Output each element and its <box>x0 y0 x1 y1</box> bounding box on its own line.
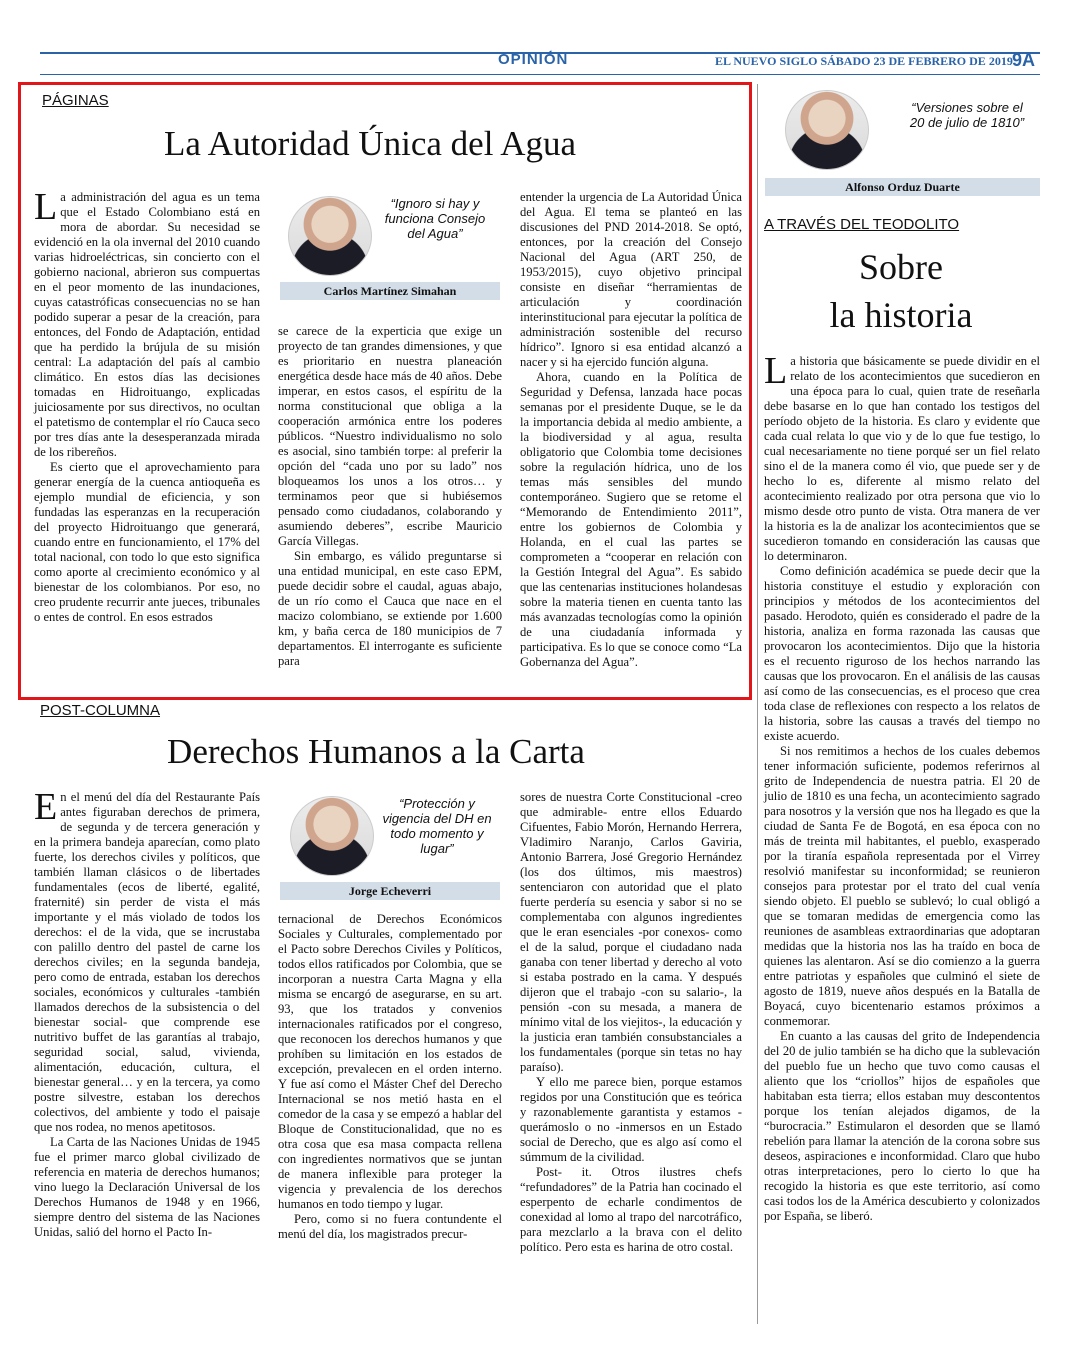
author-name: Jorge Echeverri <box>280 882 500 900</box>
article3-body <box>764 350 1040 1224</box>
paragraph: En cuanto a las causas del grito de Independencia del 20 de julio también se ha dicho que la sublevación del pueblo fue un hecho que tuvo como causas el aliento que los “criollos” hijos de españoles que habitaban esta tierra; ellos estaban muy descontentos porque los tenían alejados digamos, de la “burocracia.” Estimularon el desorden que se llamó rebelión para llamar la atención de la corona sobre sus deseos, aspiraciones e inconformidad. Claro que hubo otras interpretaciones, pero lo cierto lo que ha recogido la historia es que este territorio, así como casi todos los de la América descubierto y colonizados por España, se liberó. <box>764 1029 1040 1223</box>
paragraph: a historia que básicamente se puede dividir en el relato de los acontecimientos que sucedieron en una época para lo cual, quien trate de reseñarla debe basarse en lo que han contado los testigos del período objeto de la historia. Es claro y evidente que cada cual relata lo que vio y de lo que fue testigo, lo cual necesariamente no tiene porqué ser un fiel relato sino el de la manera como él vio, que puede ser y de hecho lo es, diferente al mismo relato del acontecimiento realizado por otra persona que vio lo mismo desde otro punto de vista. Otra manera de ver la historia es la de analizar los acontecimientos que se sucedieron tomando en consideración las causas que lo determinaron. <box>764 354 1040 563</box>
article2-author-box <box>280 790 500 902</box>
paragraph: Post- it. Otros ilustres chefs “refundadores” de la Patria han cocinado el esperpento de echarle condimentos de conexidad al lomo al trapo del narcotráfico, para mezclarlo a la brava con el delito político. Pero esta es harina de otro costal. <box>520 1165 742 1254</box>
pull-quote: “Versiones sobre el 20 de julio de 1810” <box>909 100 1025 130</box>
article1-author-box <box>280 190 500 300</box>
paragraph: a administración del agua es un tema que el Estado Colombiano está en mora de abordar. Su necesidad se evidenció en la ola invernal del 2010 cuando varias hidroeléctricas, sin concierto con el gobierno nacional, abrieron sus compuertas en el peor momento de las inundaciones, cuyas catastróficas consecuencias no se han podido superar a pesar de la creación, para entonces, del Fondo de Adaptación, entidad que ha perdido la brújula de su misión central: La adaptación del país al cambio climático. En estos días las decisiones tomadas en Hidroituango, explicadas juiciosamente por sus directivos, no ocultan el patetismo de contemplar el río Cauca seco por tres días ante la desesperanzada mirada de los ribereños. <box>34 190 260 459</box>
author-name: Alfonso Orduz Duarte <box>765 178 1040 196</box>
article1-headline: La Autoridad Única del Agua <box>163 124 577 163</box>
paragraph: Es cierto que el aprovechamiento para generar energía de la cuenca antioqueña es ejemplo mundial de eficiencia, y son fundadas las esperanzas en la recuperación del proyecto Hidroituango que generará, cuando entre en funcionamiento, el 17% del total nacional, con todo lo que esto significa como aporte al crecimiento económico y al bienestar de los colombianos. Por eso, no creo prudente recurrir ante jueces, tribunales o entes de control. En esos estrados <box>34 460 260 624</box>
paragraph: sores de nuestra Corte Constitucional -creo que admirable- entre ellos Eduardo Cifuentes, Fabio Morón, Hernando Herrera, Vladimiro Naranjo, Carlos Gaviria, Antonio Barrera, José Gregorio Hernández (los dos últimos, mis maestros) sentenciaron con autoridad que el plato fuerte perdería su esencia y sabor si no se complementaba con algunos ingredientes que le eran esenciales -por conexos- como el de la salud, porque el ciudadano nada ganaba con tener libertad y derecho al voto si estaba postrado en la cama. Y después dijeron que el trabajo -con su salario-, la pensión -con su mesada, a manera de mínimo vital de los viejitos-, la educación y la justicia eran también consubstanciales a los fundamentales (porque sin tetas no hay paraíso). <box>520 790 742 1074</box>
article2-col2 <box>278 912 502 1242</box>
paragraph: Sin embargo, es válido preguntarse si una entidad municipal, en este caso EPM, puede decidir sobre el caudal, aguas abajo, de un río como el Cauca que nace en el macizo colombiano, se extiende por 1.600 km, y baña cerca de 180 municipios de 7 departamentos. El interrogante es suficiente para <box>278 549 502 668</box>
page-number: 9A <box>1012 50 1036 70</box>
article1-col1 <box>34 186 260 625</box>
author-photo <box>290 796 374 876</box>
article1-col3 <box>520 190 742 670</box>
paragraph: Pero, como si no fuera contundente el menú del día, los magistrados precur- <box>278 1212 502 1241</box>
dropcap: E <box>34 786 58 828</box>
pull-quote: “Protección y vigencia del DH en todo momento y lugar” <box>382 796 492 856</box>
article1-kicker: PÁGINAS <box>42 92 109 109</box>
article2-col3 <box>520 790 742 1255</box>
article2-kicker: POST-COLUMNA <box>40 702 161 719</box>
article2-col1 <box>34 786 260 1240</box>
pull-quote: “Ignoro si hay y funciona Consejo del Agua” <box>384 196 486 241</box>
paragraph: se carece de la experticia que exige un proyecto de tan grandes dimensiones, y que es prioritario en nuestra planeación energética desde hace más de 40 años. Debe imperar, en estos casos, el espíritu de la norma constitucional que obliga a la cooperación armónica entre los poderes públicos. “Nuestro individualismo no solo es asocial, sino también torpe: al preferir la opción del “cada uno por su lado” nos bloqueamos los unos a los otros… y terminamos peor que si hubiésemos pensado como ciudadanos, colaborando y asumiendo deberes”, escribe Mauricio García Villegas. <box>278 324 502 548</box>
dropcap: L <box>34 186 58 228</box>
paragraph: Si nos remitimos a hechos de los cuales debemos tener información suficiente, podemos referirnos al grito de Independencia de nuestra patria. El 20 de julio de 1810 es una fecha, un acontecimiento sagrado para nosotros y la versión que nos ha llegado es que la ciudad de Santa Fe de Bogotá, en esa época con no más de treinta mil habitantes, el pueblo, exasperado por la tiranía española representada por el Virrey resolvió manifestar su inconformidad; se reunieron consejos para protestar por el trato del cual venía siendo objeto. El pueblo se sublevó; lo cual obligó a que se tomaran medidas de emergencia como las reuniones de asambleas extraordinarias que adoptaran medidas que la historia nos las ha traído en boca de quienes las alentaron. Así se dio comienzo a la guerra entre patriotas y españoles que culminó el siete de agosto de 1819, nueve años después en la Batalla de Boyacá, cuyo bicentenario estamos próximos a conmemorar. <box>764 744 1040 1028</box>
article1-col2 <box>278 324 502 669</box>
author-name: Carlos Martínez Simahan <box>280 282 500 300</box>
paragraph: La Carta de las Naciones Unidas de 1945 fue el primer marco global civilizado de referencia en materia de derechos humanos; vino luego la Declaración Universal de los Derechos Humanos de 1948 y en 1966, siempre dentro del sistema de las Naciones Unidas, salió del horno el Pacto In- <box>34 1135 260 1239</box>
paragraph: ternacional de Derechos Económicos Sociales y Culturales, complementado por el Pacto sobre Derechos Civiles y Políticos, todos ellos ratificados por Colombia, que se incorporan a nuestra Carta Magna y ella misma se encargó de asegurarse, en su art. 93, que los tratados y convenios internacionales ratificados por el congreso, que reconocen los derechos humanos y que prohíben su limitación en los estados de excepción, prevalecen en el orden interno. Y fue así como el Máster Chef del Derecho Internacional se nos metió hasta en el comedor de la casa y se empezó a hablar del Bloque de Constitucionalidad, que no es otra cosa que esa masa compacta rellena con ingredientes normativos que se juntan de manera inflexible para proteger la vigencia y prevalencia de los derechos humanos en todo tiempo y lugar. <box>278 912 502 1211</box>
paragraph: entender la urgencia de La Autoridad Única del Agua. El tema se planteó en las discusiones del PND 2014-2018. Se optó, entonces, por la creación del Consejo Nacional del Agua (ART 250, de 1953/2015), cuyo objetivo principal consiste en diseñar “herramientas de articulación y coordinación interinstitucional para ejecutar la política de administración sostenible del recurso hídrico”. Ignoro si esa entidad alcanzó a nacer y si ha ejercido función alguna. <box>520 190 742 369</box>
author-photo <box>288 196 372 276</box>
article3-author-box <box>765 86 1040 198</box>
article2-headline: Derechos Humanos a la Carta <box>167 732 585 771</box>
paragraph: n el menú del día del Restaurante País antes figuraban derechos de primera, de segunda y de tercera generación y en la primera bandeja aparecían, como plato fuerte, los derechos civiles y políticos, que también llaman clásicos o de libertades fundamentales (ecos de liberté, egalité, fraternité) sin perder de vista el más importante y el más violado de todos los derechos: el de la vida, que se incrustaba con palillo dentro del pastel de carne los derechos civiles; en la segunda bandeja, pero como de entrada, estaban los derechos sociales, económicos y culturales -también llamados derechos de la subsistencia o del bienestar social- que comprende ese nutritivo buffet de las garantías al trabajo, seguridad social, salud, vivienda, alimentación, educación, cultura, el bienestar general… y en la tercera, ya como postre silvestre, estaban los derechos colectivos, del ambiente y todo el paisaje que nos rodea, no menos apetitosos. <box>34 790 260 1134</box>
paragraph: Ahora, cuando en la Política de Seguridad y Defensa, lanzada hace pocas semanas por el presidente Duque, se le da la importancia debida al medio ambiente, a la biodiversidad y al agua, resulta obligatorio que Colombia tome decisiones sobre la regulación hídrica, uno de los temas más sensibles del mundo contemporáneo. Sugiero que se retome el “Memorando de Entendimiento 2011”, entre los gobiernos de Colombia y Holanda, en el cual las partes se comprometen a “cooperar en relación con la Gestión Integral del Agua”. Es sabido que las centenarias instituciones holandesas sobre la materia tienen en cuenta tanto las más avanzadas tecnologías como la opinión de una ciudadanía informada y participativa. Es lo que se conoce como “La Gobernanza del Agua”. <box>520 370 742 669</box>
paper-date: EL NUEVO SIGLO SÁBADO 23 DE FEBRERO DE 2019 <box>715 54 1013 68</box>
column-divider <box>757 84 758 1324</box>
author-photo <box>785 90 869 170</box>
paragraph: Como definición académica se puede decir que la historia constituye el estudio y exploración con principios y métodos de los acontecimientos del pasado. Herodoto, quién es considerado el padre de la historia, analiza en forma razonada las causas que provocaron los acontecimientos. Dijo que la historia es el recuento riguroso de los hechos narrando las causas que los provocaron. En el análisis de las causas así como de las consecuencias, es el proceso que crea toda clase de reflexiones con respecto a los relatos de la historia, sobre las causas a través del tiempo no existe acuerdo. <box>764 564 1040 743</box>
article3-headline-line1: Sobre <box>859 247 943 287</box>
paragraph: Y ello me parece bien, porque estamos regidos por una Constitución que es teórica y razonablemente garantista y estamos -querámoslo o no -inmersos en un Estado social de Derecho, que es algo así como el súmmum de la civilidad. <box>520 1075 742 1164</box>
article3-headline-line2: la historia <box>829 295 973 335</box>
dropcap: L <box>764 350 788 392</box>
section-name: OPINIÓN <box>498 51 569 68</box>
article3-kicker: A TRAVÉS DEL TEODOLITO <box>764 216 960 233</box>
